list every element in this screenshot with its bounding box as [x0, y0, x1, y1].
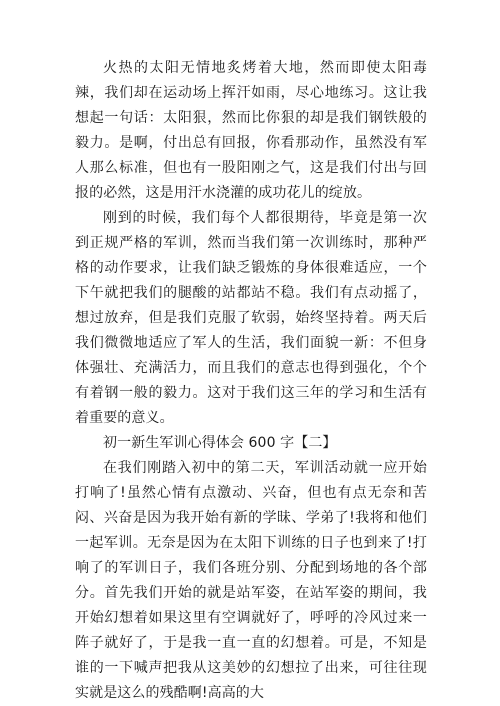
section-heading: 初一新生军训心得体会 600 字【二】	[103, 435, 337, 451]
document-body	[75, 56, 427, 706]
paragraph-3: 在我们刚踏入初中的第二天，军训活动就一应开始打响了!虽然心情有点激动、兴奋，但也有点无奈和苦闷、兴奋是因为我开始有新的学昧、学弟了!我将和他们一起军训。无奈是因为在太阳下训练的日子也到来了!打响了的军训日子，我们各班分别、分配到场地的各个部分。首先我们开始的就是站军姿，在站军姿的期间，我开始幻想着如果这里有空调就好了，呼呼的冷风过来一阵子就好了，于是我一直一直的幻想着。可是，不知是谁的一下喊声把我从这美妙的幻想拉了出来，可往往现实就是这么的残酷啊!高高的大	[75, 460, 427, 701]
paragraph-2: 刚到的时候，我们每个人都很期待，毕竟是第一次到正规严格的军训，然而当我们第一次训练时，那种严格的动作要求，让我们缺乏锻炼的身体很难适应，一个下午就把我们的腿酸的站都站不稳。我们有点动摇了，想过放弃，但是我们克服了软弱，始终坚持着。两天后我们微微地适应了军人的生活，我们面貌一新：不但身体强壮、充满活力，而且我们的意志也得到强化，个个有着钢一般的毅力。这对于我们这三年的学习和生活有着重要的意义。	[75, 210, 427, 426]
paragraph-1: 火热的太阳无情地炙烤着大地，然而即使太阳毒辣，我们却在运动场上挥汗如雨，尽心地练习。这让我想起一句话：太阳狠，然而比你狠的却是我们钢铁般的毅力。是啊，付出总有回报，你看那动作，虽然没有军人那么标准，但也有一股阳刚之气，这是我们付出与回报的必然，这是用汗水浇灌的成功花儿的绽放。	[75, 60, 427, 201]
